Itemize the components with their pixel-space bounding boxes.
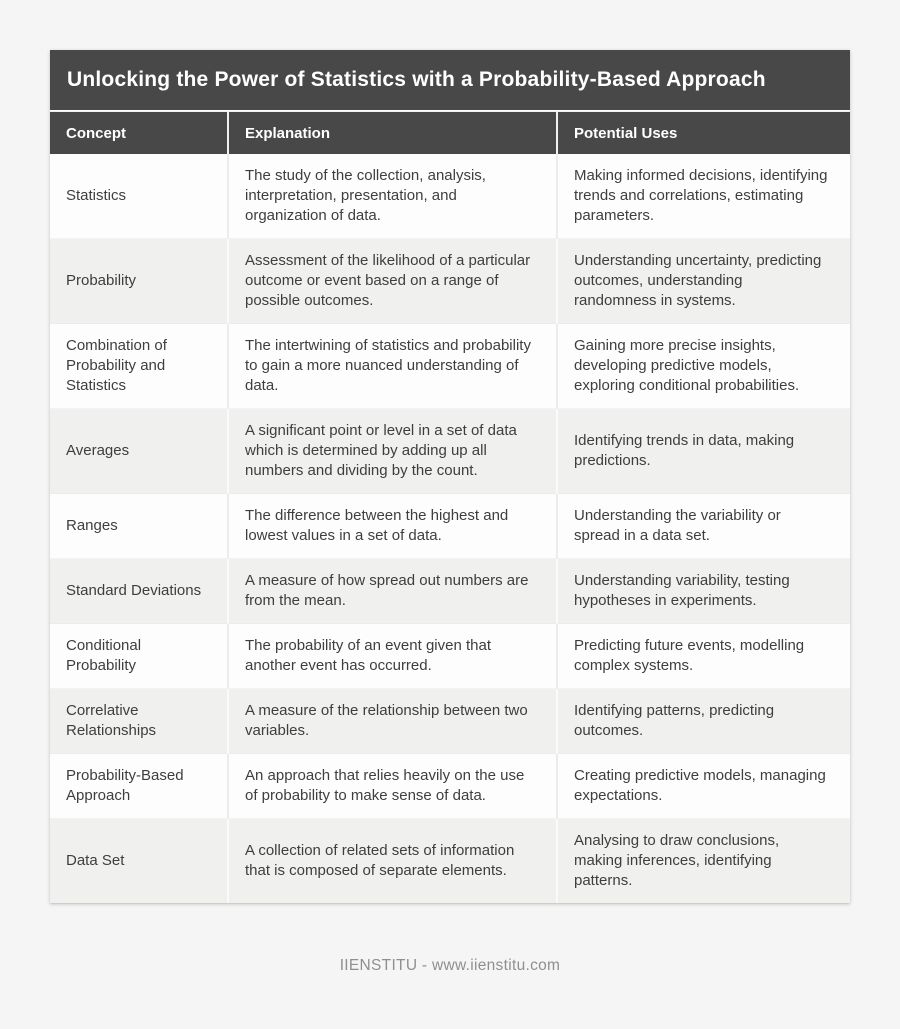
concept-cell: Correlative Relationships: [50, 689, 228, 754]
concept-cell: Ranges: [50, 494, 228, 559]
explanation-cell: A measure of the relationship between two variables.: [228, 689, 557, 754]
uses-cell: Understanding the variability or spread in a data set.: [557, 494, 850, 559]
concept-cell: Probability-Based Approach: [50, 754, 228, 819]
concepts-table: [50, 110, 850, 903]
column-header-concept: Concept: [50, 111, 228, 154]
uses-cell: Making informed decisions, identifying trends and correlations, estimating parameters.: [557, 154, 850, 239]
concept-cell: Data Set: [50, 819, 228, 904]
concept-cell: Probability: [50, 239, 228, 324]
explanation-cell: A measure of how spread out numbers are from the mean.: [228, 559, 557, 624]
table-row: [50, 324, 850, 409]
uses-cell: Understanding uncertainty, predicting outcomes, understanding randomness in systems.: [557, 239, 850, 324]
footer-attribution: IIENSTITU - www.iienstitu.com: [339, 957, 561, 974]
table-row: [50, 494, 850, 559]
uses-cell: Predicting future events, modelling complex systems.: [557, 624, 850, 689]
explanation-cell: The difference between the highest and lowest values in a set of data.: [228, 494, 557, 559]
uses-cell: Identifying patterns, predicting outcomes.: [557, 689, 850, 754]
uses-cell: Creating predictive models, managing expectations.: [557, 754, 850, 819]
table-body: [50, 154, 850, 903]
table-row: [50, 754, 850, 819]
table-row: [50, 239, 850, 324]
header-row: [50, 111, 850, 154]
page-title: Unlocking the Power of Statistics with a Probability-Based Approach: [50, 50, 850, 110]
uses-cell: Analysing to draw conclusions, making inferences, identifying patterns.: [557, 819, 850, 904]
concept-cell: Standard Deviations: [50, 559, 228, 624]
concept-cell: Conditional Probability: [50, 624, 228, 689]
explanation-cell: An approach that relies heavily on the use of probability to make sense of data.: [228, 754, 557, 819]
explanation-cell: The intertwining of statistics and probability to gain a more nuanced understanding of data.: [228, 324, 557, 409]
uses-cell: Understanding variability, testing hypotheses in experiments.: [557, 559, 850, 624]
explanation-cell: The probability of an event given that another event has occurred.: [228, 624, 557, 689]
explanation-cell: A collection of related sets of information that is composed of separate elements.: [228, 819, 557, 904]
explanation-cell: Assessment of the likelihood of a particular outcome or event based on a range of possible outcomes.: [228, 239, 557, 324]
concept-cell: Statistics: [66, 187, 127, 204]
table-row: [50, 559, 850, 624]
table-header: [50, 111, 850, 154]
explanation-cell: The study of the collection, analysis, interpretation, presentation, and organization of data.: [228, 154, 557, 239]
explanation-cell: A significant point or level in a set of data which is determined by adding up all numbers and dividing by the count.: [228, 409, 557, 494]
uses-cell: Gaining more precise insights, developing predictive models, exploring conditional probabilities.: [557, 324, 850, 409]
statistics-table-card: [50, 50, 850, 903]
column-header-explanation: Explanation: [228, 111, 557, 154]
table-row: [50, 154, 850, 239]
table-row: [50, 819, 850, 904]
concept-cell: Averages: [50, 409, 228, 494]
table-row: [50, 409, 850, 494]
column-header-potential-uses: Potential Uses: [557, 111, 850, 154]
table-row: [50, 689, 850, 754]
table-row: [50, 624, 850, 689]
uses-cell: Identifying trends in data, making predictions.: [557, 409, 850, 494]
concept-cell: Combination of Probability and Statistics: [50, 324, 228, 409]
